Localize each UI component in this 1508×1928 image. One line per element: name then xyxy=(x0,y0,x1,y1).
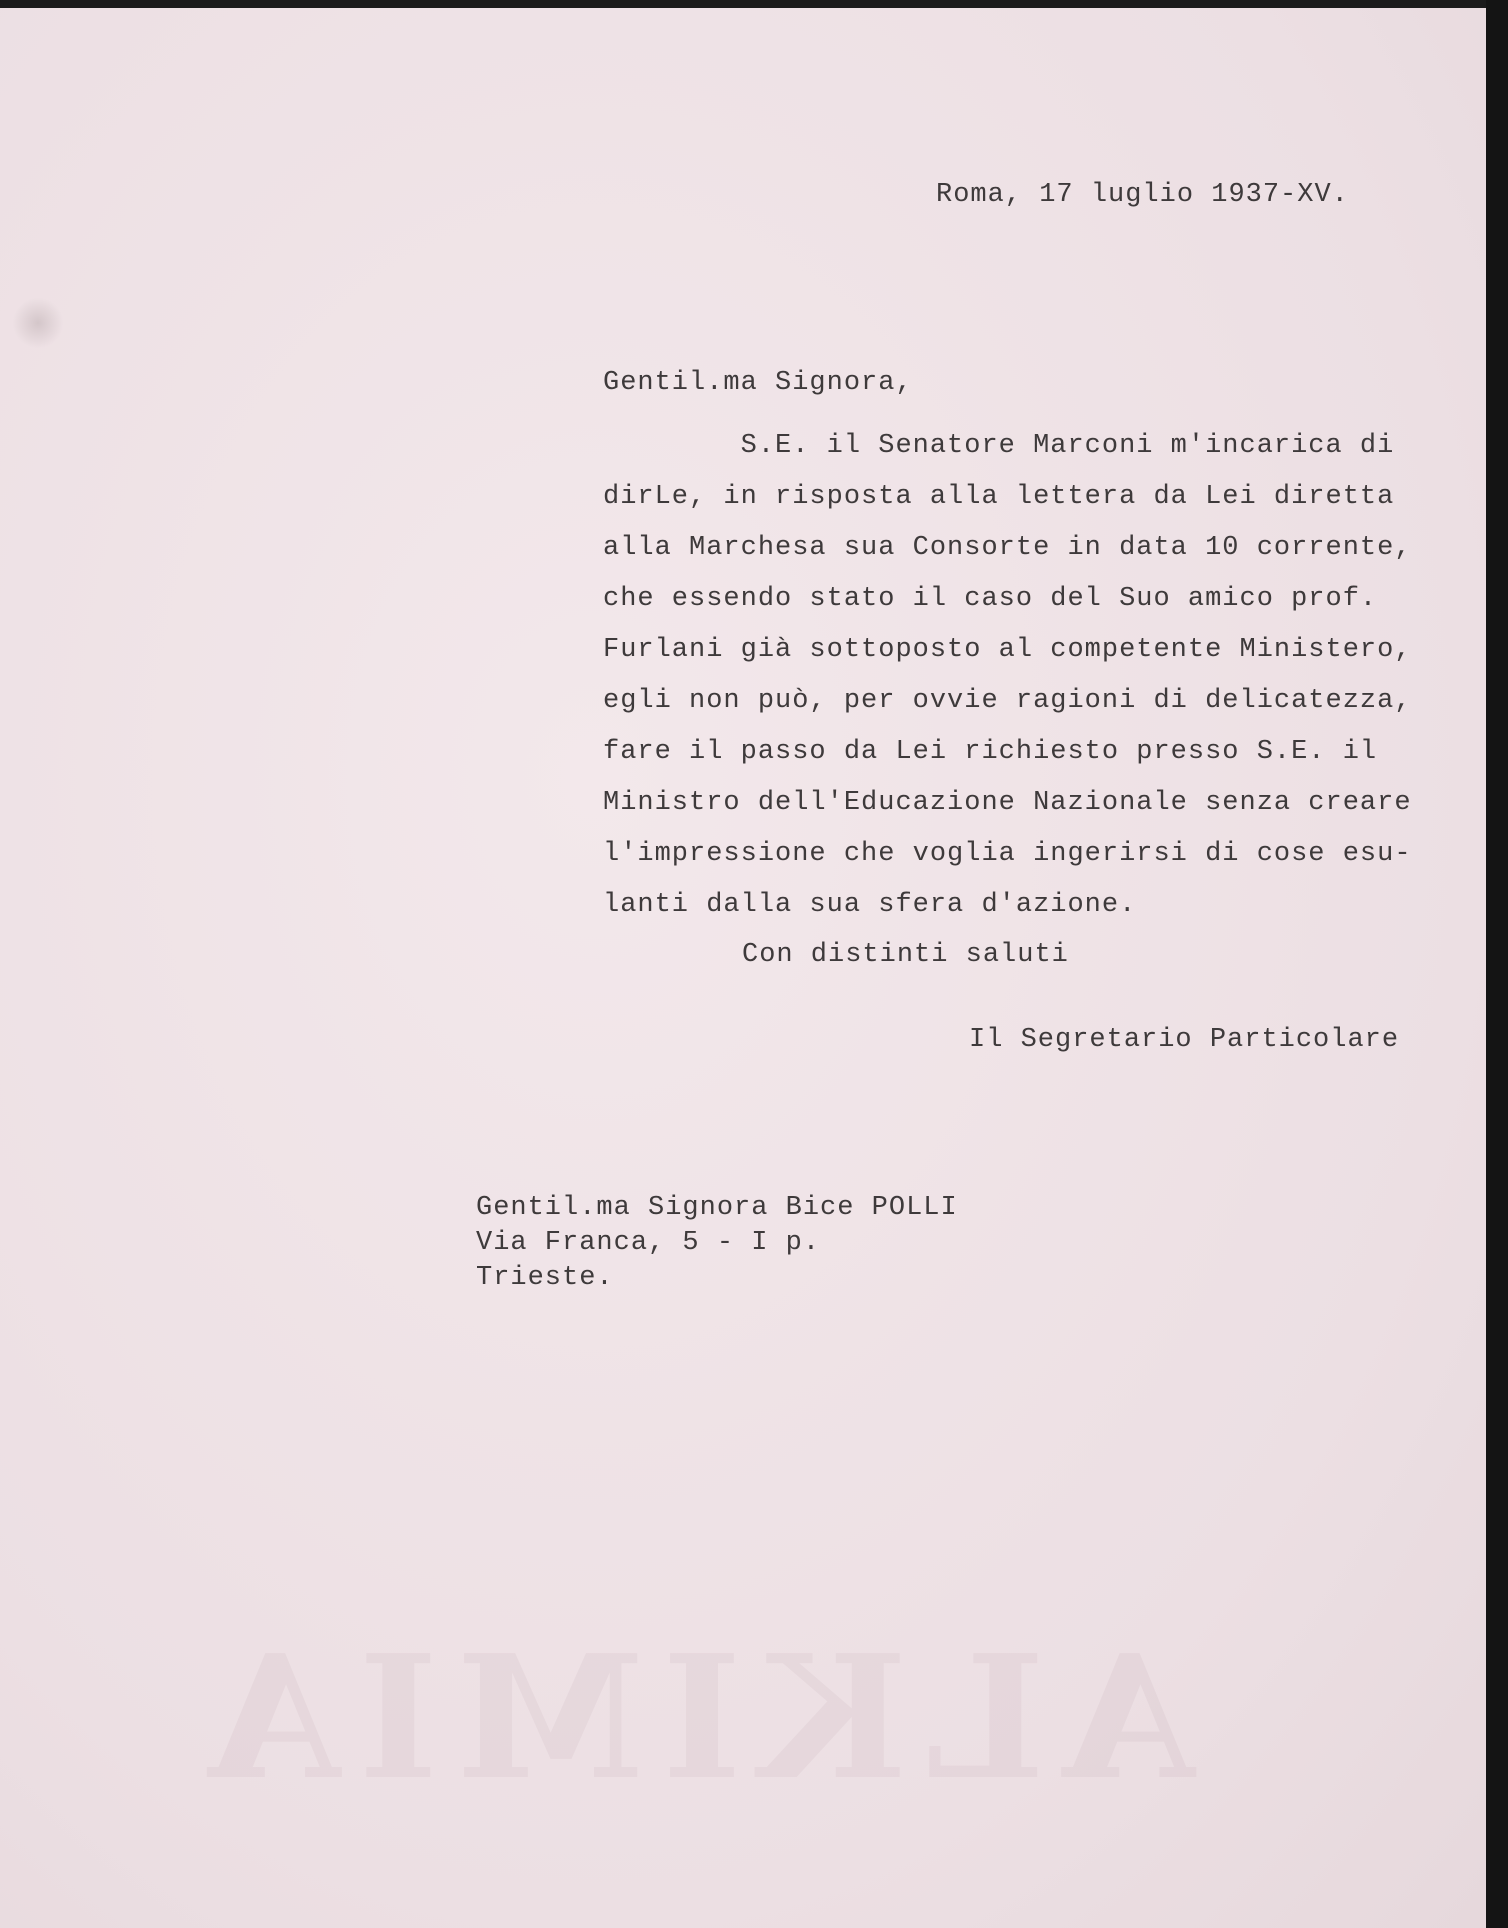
signature-title: Il Segretario Particolare xyxy=(969,1025,1400,1055)
body-line: dirLe, in risposta alla lettera da Lei diretta xyxy=(603,482,1395,512)
closing: Con distinti saluti xyxy=(742,940,1069,970)
letter-date: Roma, 17 luglio 1937-XV. xyxy=(936,180,1349,210)
body-line: Ministro dell'Educazione Nazionale senza creare xyxy=(603,788,1412,818)
address-line: Gentil.ma Signora Bice POLLI xyxy=(476,1193,958,1223)
paper-watermark: ALKIMIA xyxy=(190,1618,1195,1818)
body-line: Furlani già sottoposto al competente Ministero, xyxy=(603,635,1412,665)
body-line: egli non può, per ovvie ragioni di delicatezza, xyxy=(603,686,1412,716)
body-line: lanti dalla sua sfera d'azione. xyxy=(603,890,1137,920)
body-line: che essendo stato il caso del Suo amico prof. xyxy=(603,584,1378,614)
salutation: Gentil.ma Signora, xyxy=(603,368,913,398)
body-line: S.E. il Senatore Marconi m'incarica di xyxy=(603,431,1395,461)
body-line: alla Marchesa sua Consorte in data 10 corrente, xyxy=(603,533,1412,563)
body-line: l'impressione che voglia ingerirsi di cose esu- xyxy=(603,839,1412,869)
paper-smudge xyxy=(12,298,64,348)
address-line: Trieste. xyxy=(476,1263,614,1293)
body-line: fare il passo da Lei richiesto presso S.E. il xyxy=(603,737,1378,767)
address-line: Via Franca, 5 - I p. xyxy=(476,1228,821,1258)
letter-sheet xyxy=(0,8,1488,1928)
right-border xyxy=(1486,0,1508,1928)
